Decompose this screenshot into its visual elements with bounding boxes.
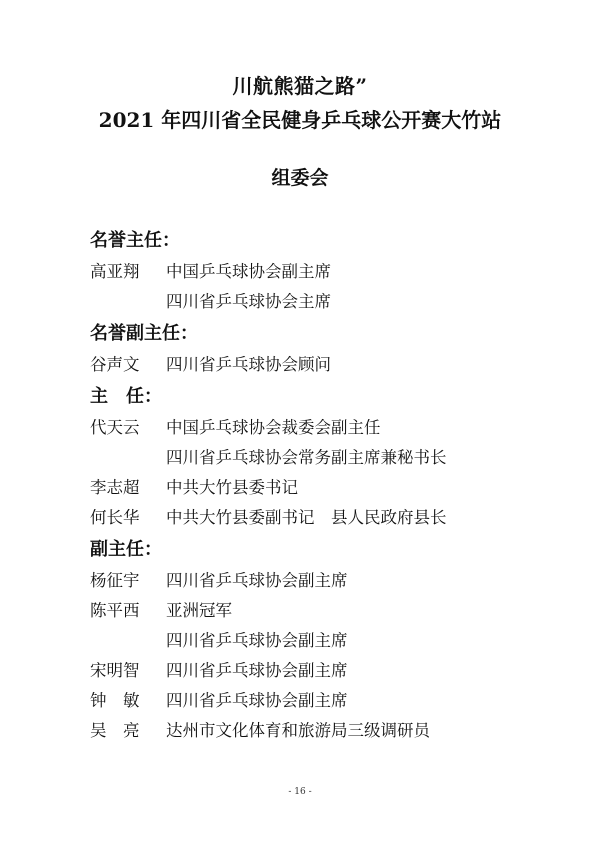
member-row <box>90 350 560 380</box>
member-row <box>90 566 560 596</box>
member-title: 四川省乒乓球协会副主席 <box>166 661 348 680</box>
member-title: 达州市文化体育和旅游局三级调研员 <box>166 721 430 740</box>
member-name: 代天云 <box>90 418 140 437</box>
member-row <box>90 716 560 746</box>
member-title: 四川省乒乓球协会副主席 <box>166 631 348 650</box>
member-title: 亚洲冠军 <box>166 601 232 620</box>
member-titles <box>166 257 560 317</box>
member-title: 中国乒乓球协会副主席 <box>166 262 331 281</box>
member-titles <box>166 566 560 596</box>
page-number: - 16 - <box>288 787 312 797</box>
member-title: 四川省乒乓球协会常务副主席兼秘书长 <box>166 448 447 467</box>
member-titles <box>166 686 560 716</box>
member-titles <box>166 503 560 533</box>
member-titles <box>166 473 560 503</box>
member-row <box>90 686 560 716</box>
member-name: 高亚翔 <box>90 262 140 281</box>
member-titles <box>166 596 560 656</box>
member-title: 四川省乒乓球协会副主席 <box>166 691 348 710</box>
section-heading: 名誉副主任： <box>90 323 198 344</box>
member-title: 中共大竹县委副书记 县人民政府县长 <box>166 508 447 527</box>
member-name: 李志超 <box>90 478 140 497</box>
member-title: 中国乒乓球协会裁委会副主任 <box>166 418 381 437</box>
member-row <box>90 656 560 686</box>
document-title-line2: 2021 年四川省全民健身乒乓球公开赛大竹站 <box>98 108 502 132</box>
member-row <box>90 596 560 656</box>
member-name: 陈平西 <box>90 601 140 620</box>
member-row <box>90 473 560 503</box>
member-title: 四川省乒乓球协会副主席 <box>166 571 348 590</box>
member-name: 宋明智 <box>90 661 140 680</box>
member-title: 中共大竹县委书记 <box>166 478 298 497</box>
section-heading: 主 任： <box>90 386 162 407</box>
member-titles <box>166 656 560 686</box>
member-title: 四川省乒乓球协会顾问 <box>166 355 331 374</box>
member-name: 吴 亮 <box>90 721 140 740</box>
member-row <box>90 503 560 533</box>
section-heading: 副主任： <box>90 539 162 560</box>
member-name: 杨征宇 <box>90 571 140 590</box>
member-name: 钟 敏 <box>90 691 140 710</box>
member-row <box>90 413 560 473</box>
member-titles <box>166 350 560 380</box>
member-titles <box>166 716 560 746</box>
section-heading: 名誉主任： <box>90 230 180 251</box>
document-title-line1: 川航熊猫之路” <box>232 74 368 98</box>
committee-list <box>90 224 560 746</box>
member-titles <box>166 413 560 473</box>
member-name: 谷声文 <box>90 355 140 374</box>
member-row <box>90 257 560 317</box>
member-title: 四川省乒乓球协会主席 <box>166 292 331 311</box>
member-name: 何长华 <box>90 508 140 527</box>
document-subtitle: 组委会 <box>271 167 329 189</box>
